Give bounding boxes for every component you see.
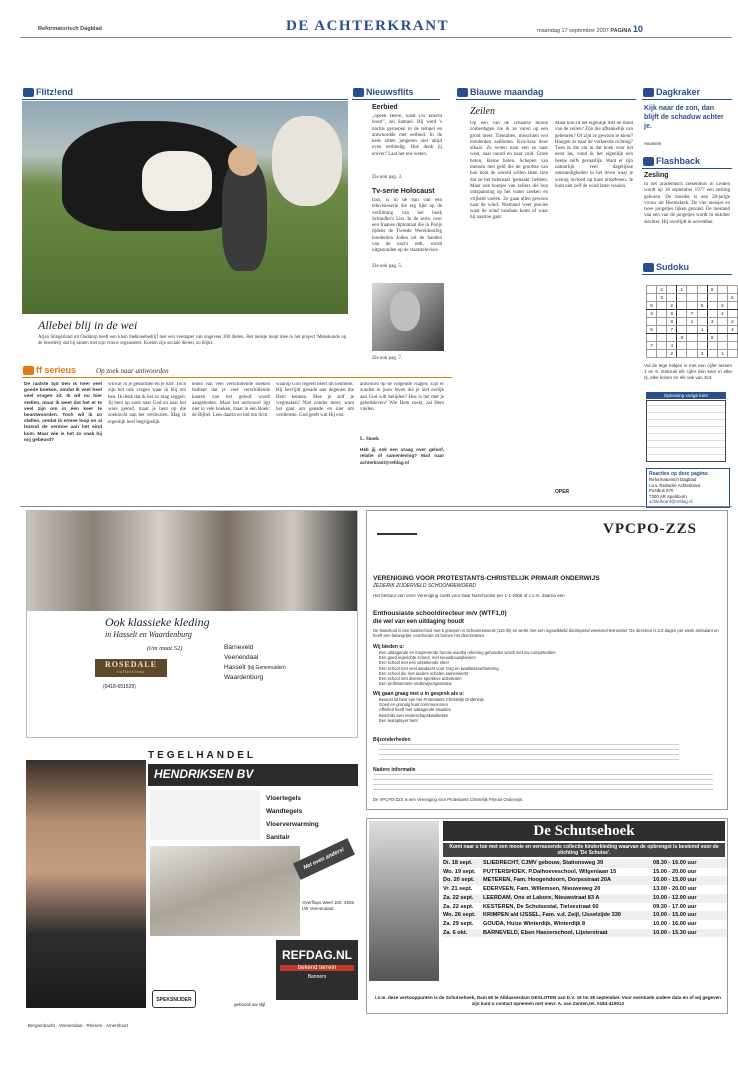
dagkraker-header: Dagkraker <box>642 87 732 98</box>
serieus-footer: Heb jij ook een vraag over geloof, relatie of samenleving? Mail naar achterkrant@refdag.nl <box>360 447 444 465</box>
sudoku-cell[interactable] <box>657 342 667 350</box>
sudoku-cell[interactable] <box>677 350 687 358</box>
schedule-place: EDERVEEN, Fam. Willemsen, Nieuweweg 20 <box>483 886 601 893</box>
nieuwsflits-item1-text: „Speek Heere, want Uw knecht hoort”, zei Samuel. Hij werd 's nachts geroepen in de tempel en antwoordde met eerbied. In de kerk zitten jongeren niet altijd even eerbiedig. Hoe denk jij erover? Laat het ons weten. <box>372 114 442 157</box>
schedule-place: KRIMPEN a/d IJSSEL, Fam. v.d. Zeijl, IJsselzijde 330 <box>483 912 621 919</box>
flitzend-header: Flitz!end <box>22 87 348 98</box>
sudoku-cell[interactable]: 3 <box>707 318 717 326</box>
sudoku-cell[interactable] <box>677 294 687 302</box>
sudoku-cell[interactable] <box>727 350 737 358</box>
schedule-place: PUTTERSHOEK, P.Dalhoeveschool, Wilgenlaan 15 <box>483 868 617 875</box>
serieus-col4: waarop God regeert heeft dit kenmerk: Hij bevrijdt genade aan degenen die Hem kennen. Mee je zelf je wegmaken? Niet zonder meer, want het gaat om genade en niet om verdienste. God geeft wat Hij eist. <box>276 382 354 419</box>
sudoku-cell[interactable] <box>697 310 707 318</box>
vpcpo-bijzonderheden: Bijzonderheden <box>373 737 411 743</box>
sudoku-cell[interactable] <box>727 310 737 318</box>
schedule-time: 10.00 - 16.00 uur <box>653 920 697 927</box>
blauwe-maandag-col1: Op een van de schaarse mooie zomerdagen zie ik ze varen op een groot meer. Tientallen, misschien wel honderden zeilboten. Kris-kras door elkaar. Ze weten naar een ze naar west, naar noord en naar zuid. Grote boten, kleine boten. Schepen van mensen met geld die de grootste van hun boot de wereld willen laten zien dat ze het helemaal 'gemaakt' hebben. Maar ook bootjes van zeilers die hun ontspanning op het water zoeken en vrijheid voelen. Ze gaan allen gewoon naar de wind. Niemand weet precies waar de wind vandaan komt of waar hij naartoe gaat. <box>470 121 548 221</box>
tegelhandel-sticker: Net even anders! <box>293 838 355 880</box>
flashback-title: Zesling <box>644 172 669 179</box>
sudoku-cell[interactable] <box>727 342 737 350</box>
schedule-time: 10.00 - 12.00 uur <box>653 894 697 901</box>
sudoku-cell[interactable] <box>647 334 657 342</box>
flashback-header: Flashback <box>642 156 732 167</box>
sudoku-cell[interactable] <box>727 302 737 310</box>
vpcpo-logo: VPCPO-ZZS <box>603 521 698 537</box>
schedule-day: Wo. 19 sept. <box>443 868 476 875</box>
reacties-title: Reacties op deze pagina: <box>649 471 709 477</box>
cows-photo <box>22 101 348 314</box>
schedule-day: Vr. 21 sept. <box>443 886 473 893</box>
vpcpo-body: De Naschool is een basisschool met 5 groepen in Schoonrewoerd (115 lln) en werkt met een ingewikkeld doorlopend weekend-lesrooster. De directeur is 2,8 dagen per week ambulant en heeft een belangrijke coachende rol binnen het directieteam. <box>373 628 719 638</box>
sudoku-cell[interactable] <box>717 294 727 302</box>
sudoku-cell[interactable]: 2 <box>667 350 677 358</box>
schedule-place: SLIEDRECHT, CJMV gebouw, Stationsweg 39 <box>483 860 604 866</box>
girl-head <box>228 146 258 176</box>
sudoku-cell[interactable] <box>657 310 667 318</box>
ad-tegelhandel[interactable] <box>26 750 358 1020</box>
sudoku-cell[interactable]: 7 <box>647 342 657 350</box>
sudoku-cell[interactable] <box>717 326 727 334</box>
sudoku-cell[interactable] <box>647 318 657 326</box>
sudoku-cell[interactable] <box>677 342 687 350</box>
schedule-row <box>443 903 727 912</box>
schedule-time: 10.00 - 15.30 uur <box>653 929 697 936</box>
sudoku-cell[interactable] <box>697 342 707 350</box>
sudoku-row <box>647 294 738 302</box>
tegelhandel-top: TEGELHANDEL <box>148 750 256 761</box>
sudoku-cell[interactable] <box>717 286 727 294</box>
serieus-header: ff serieus Op zoek naar antwoorden <box>22 365 452 376</box>
sudoku-cell[interactable] <box>697 318 707 326</box>
nieuwsflits-item2-ref: Zie ook pag. 5. <box>372 264 403 269</box>
sudoku-cell[interactable] <box>707 310 717 318</box>
rosedale-phone: (0418-651529) <box>103 684 136 690</box>
schedule-day: Za. 22 sept. <box>443 903 474 910</box>
serieus-rule <box>22 377 452 378</box>
serieus-intro: De laatste tijd ben ik heel veel goede boeken, omdat ik veel heel veel vragen zit. Ik wil nu hier stellen, maar ik weet dat het er te veel zijn om in één keer te beantwoorden. Toch wil ik zo stellen, omdat ik ermee loop en al lezend de vermoe aan het eind kom. Maar wie is het zo vaak bij mij gebeurd? <box>24 382 102 443</box>
sudoku-cell[interactable] <box>717 342 727 350</box>
sudoku-row <box>647 326 738 334</box>
sudoku-cell[interactable] <box>647 286 657 294</box>
sudoku-row <box>647 342 738 350</box>
dagkraker-rule <box>642 99 732 100</box>
sudoku-cell[interactable]: 4 <box>667 342 677 350</box>
sudoku-cell[interactable] <box>667 286 677 294</box>
paper-name: Reformatorisch Dagblad <box>38 26 102 32</box>
schedule-row <box>443 859 727 868</box>
schedule-row <box>443 868 727 877</box>
sudoku-cell[interactable] <box>727 334 737 342</box>
rosedale-headline <box>103 613 263 643</box>
sudoku-cell[interactable]: 1 <box>687 318 697 326</box>
sudoku-cell[interactable]: 1 <box>717 350 727 358</box>
sudoku-cell[interactable]: 7 <box>687 310 697 318</box>
schutsehoek-intro: Komt naar u toe met een mooie en verrassende collectie kinderkleding waarvan de opbrengst is bestemd voor de stichting 'De Schutse'. <box>443 843 725 857</box>
vpcpo-bijzonderheden-text <box>379 744 679 764</box>
schedule-row <box>443 876 727 885</box>
flashback-text: In het academisch ziekenhuis in Leiden wordt op 18 september 1977 een zesling geboren. De moeder is een 28-jarige vrouw uit Heemskerk. De vier meisjes en twee jongetjes lijken gezond. De toestand van een van de jongetjes wordt in oktober slechter. Hij overlijdt in november. <box>644 182 730 225</box>
sudoku-cell[interactable]: 5 <box>647 326 657 334</box>
question-icon <box>23 366 34 375</box>
sudoku-cell[interactable]: 8 <box>707 334 717 342</box>
sudoku-cell[interactable] <box>697 294 707 302</box>
sudoku-cell[interactable] <box>657 350 667 358</box>
schedule-day: Di. 18 sept. <box>443 860 473 866</box>
cow2-shape <box>272 116 342 206</box>
sudoku-solution-label: Oplossing vorige keer <box>646 392 726 399</box>
sudoku-cell[interactable]: 8 <box>647 302 657 310</box>
vpcpo-nadere: Nadere informatie <box>373 767 416 773</box>
schutsehoek-footer: i.s.m. deze verkooppunten is de Schutsehoek, Dam 60 te Alblasserdam GESLOTEN van D.V. 15 tm 28 september. Voor eventuele andere data en of wij gegeven zijn kunt u contact opnemen met mevr. A. van Zanten,tel. 0184-419013 <box>374 995 721 1006</box>
header-date: maandag 17 september 2007 PAGINA 10 <box>537 24 643 34</box>
schedule-time: 15.00 - 20.00 uur <box>653 868 697 875</box>
sudoku-cell[interactable] <box>667 334 677 342</box>
reacties-line: 7300 AR Apeldoorn <box>649 493 687 499</box>
schedule-time: 10.00 - 15.00 uur <box>653 912 697 919</box>
schedule-place: METEREN, Fam. Hoogendoorn, Dorpsstraat 20A <box>483 877 612 884</box>
tile-photo <box>150 846 300 936</box>
sudoku-cell[interactable]: 2 <box>657 286 667 294</box>
sudoku-row <box>647 310 738 318</box>
sudoku-cell[interactable] <box>657 302 667 310</box>
calendar-icon <box>457 88 468 97</box>
tegelhandel-address: Overflaps Weel 100, 3905 LW Veenendaal <box>302 900 354 911</box>
sudoku-cell[interactable] <box>707 294 717 302</box>
sudoku-cell[interactable] <box>717 334 727 342</box>
schedule-row <box>443 920 727 929</box>
schedule-place: GOUDA, Huize Winterdijk, Winterdijk 8 <box>483 920 586 927</box>
speksnijder-logo: SPEKSNIJDER <box>152 990 196 1008</box>
dagkraker-source: Anoniem <box>644 141 662 146</box>
blauwe-maandag-rule <box>456 99 636 100</box>
serieus-col5: antwoord op de volgende vragen: Zijn er zonden in jouw leven die je niet eerlijk aan God wilt belijden? Hoe is het met je gebedsleven? Wie Hem zoekt, zal Hem vinden. <box>360 382 444 413</box>
serieus-author: L. Snoek <box>360 437 379 442</box>
rosedale-places: Barneveld Veenendaal Hasselt (bij Genemuiden) Waardenburg <box>224 644 286 681</box>
blauwe-maandag-title: Zeilen <box>470 106 495 117</box>
tegelhandel-items: Vloertegels Wandtegels Vloerverwarming Sanitair <box>266 795 319 841</box>
nieuwsflits-item1-ref: Zie ook pag. 3. <box>372 175 403 180</box>
vpcpo-closing: De VPCPO-ZZS is een Vereniging voor Protestants Christelijk Primair Onderwijs. <box>373 797 524 802</box>
sudoku-instructions: Vul de lege hokjes in met een cijfer tussen 1 en 9. Gebruik elk cijfer één keer in elke rij, elke kolom en elk vak van 3x3. <box>644 363 732 380</box>
dagkraker-text: Kijk naar de zon, dan blijft de schaduw achter je. <box>644 105 724 130</box>
sudoku-cell[interactable] <box>707 302 717 310</box>
tegelhandel-name: HENDRIKSEN BV <box>148 764 358 786</box>
man-portrait <box>26 760 146 1008</box>
sudoku-cell[interactable]: 4 <box>717 310 727 318</box>
sudoku-cell[interactable] <box>687 326 697 334</box>
nieuwsflits-header: Nieuwsflits <box>352 87 440 98</box>
schedule-row <box>443 911 727 920</box>
sudoku-grid[interactable] <box>646 285 738 358</box>
vpcpo-wij-vragen: Wij gaan graag met u in gesprek als u: <box>373 691 465 697</box>
child-photo <box>369 821 439 981</box>
schedule-day: Za. 22 sept. <box>443 894 474 901</box>
sudoku-row <box>647 286 738 294</box>
sudoku-cell[interactable]: 5 <box>697 302 707 310</box>
nieuwsflits-rule <box>352 99 440 100</box>
schedule-time: 13.00 - 20.00 uur <box>653 886 697 893</box>
quote-icon <box>643 88 654 97</box>
schedule-place: KESTEREN, De Schutsestal, Tielsestraat 60 <box>483 903 599 910</box>
sudoku-cell[interactable] <box>647 350 657 358</box>
rosedale-headline1: Ook klassieke kleding <box>105 615 210 629</box>
reacties-email[interactable]: achterkrant@refdag.nl <box>649 499 693 505</box>
cow-patch <box>142 151 212 211</box>
sudoku-rule <box>642 274 732 275</box>
sudoku-row <box>647 350 738 358</box>
schedule-time: 10.00 - 15.00 uur <box>653 877 697 884</box>
sudoku-cell[interactable] <box>677 326 687 334</box>
nieuwsflits-photo <box>372 283 444 351</box>
bird-icon <box>377 533 417 561</box>
grid-icon <box>643 263 654 272</box>
tegelhandel-text <box>150 790 260 840</box>
sudoku-cell[interactable] <box>697 334 707 342</box>
ad-rosedale[interactable] <box>26 510 358 738</box>
sudoku-cell[interactable]: 1 <box>697 326 707 334</box>
schedule-time: 08.30 - 16.00 uur <box>653 860 697 866</box>
sudoku-cell[interactable]: 1 <box>677 286 687 294</box>
sudoku-cell[interactable]: 2 <box>727 318 737 326</box>
schedule-day: Za. 6 okt. <box>443 929 468 936</box>
sudoku-row <box>647 318 738 326</box>
reacties-line: Postbus 670 <box>649 488 674 494</box>
girl-shape <box>222 161 267 271</box>
vpcpo-wij-items: Een uitdagende en inspirerende functie waarbij rekening gehouden wordt met uw competenties Een goed ingerichte school, met nieuwbouwplannen Een school met een uitstekende sfeer Een school met veel aandacht voor zorg en kwaliteitsverbetering Een school die met andere scholen samenwerkt Een school met diverse sportieve activiteiten Een professionele onderwijsorganisatie <box>379 650 556 687</box>
nieuwsflits-item2-title: Tv-serie Holocaust <box>372 188 435 195</box>
sudoku-cell[interactable]: 2 <box>667 302 677 310</box>
sudoku-row <box>647 334 738 342</box>
sudoku-cell[interactable]: 4 <box>727 326 737 334</box>
schedule-row <box>443 894 727 903</box>
sudoku-cell[interactable] <box>717 318 727 326</box>
sudoku-cell[interactable] <box>687 334 697 342</box>
sudoku-cell[interactable]: 9 <box>667 310 677 318</box>
footer-left: Bergambacht · Veenendaal · Rhenen · Amersfoort <box>28 1023 129 1028</box>
sudoku-solution-grid <box>646 400 726 462</box>
vpcpo-wij-bieden: Wij bieden u: <box>373 644 405 650</box>
blauwe-maandag-header: Blauwe maandag <box>456 87 636 98</box>
blauwe-maandag-author: OPER <box>555 489 570 495</box>
fashion-photo-strip <box>27 511 358 611</box>
sudoku-cell[interactable]: 8 <box>707 286 717 294</box>
schutsehoek-schedule <box>443 859 727 937</box>
reacties-line: Reformatorisch Dagblad <box>649 477 697 482</box>
vpcpo-tagline: die wel van een uitdaging houdt <box>373 619 465 625</box>
news-icon <box>353 88 364 97</box>
vpcpo-intro: Het bestuur van onze Vereniging zoekt voor haar Naschoolse per 1-1-2008 of z.s.m. daarna een <box>373 593 565 598</box>
sudoku-cell[interactable] <box>707 342 717 350</box>
schedule-row <box>443 885 727 894</box>
sudoku-cell[interactable]: 3 <box>647 310 657 318</box>
schedule-day: Za. 29 sept. <box>443 920 474 927</box>
nieuwsflits-item2-text: Iran, is in de ban van een televisieserie die erg lijkt op de verfilming van het boek Schindler's List. In de serie, over een Iraanse diplomaat die in Parijs tijdens de Tweede Wereldoorlog honderden Joden uit de handen van de nazi's redt, wordt uitgezonden op de staatstelevisie. <box>372 198 442 254</box>
schedule-day: Do. 20 sept. <box>443 877 475 884</box>
vpcpo-vragen-items: Bewust lid bent van het Protestants Christelijk Onderwijs Goed en grondig kunt communiceren Affiniteit heeft met uitdagende situaties Beschikt over leiderschapskwaliteiten Een teamplayer bent <box>379 697 484 723</box>
sudoku-cell[interactable] <box>727 286 737 294</box>
sudoku-cell[interactable] <box>687 286 697 294</box>
sudoku-cell[interactable]: 3 <box>657 294 667 302</box>
nieuwsflits-photo-ref: Zie ook pag. 7. <box>372 356 403 361</box>
flitzend-caption-text: Arjan Slingerland uit Ouddorp heeft een klein melkveebedrijf met een veestapel van ongeveer 200 dieren. Het meisje loopt mee in het project 'Menskunde op de boerderij' dat hij samen met zijn vrouw organiseert. Koeien zijn sociale dieren, zo blijkt. <box>38 335 346 346</box>
header-rule <box>20 37 732 38</box>
sudoku-cell[interactable] <box>657 326 667 334</box>
page-title: DE ACHTERKRANT <box>286 18 450 34</box>
nieuwsflits-item1-title: Eerbied <box>372 104 398 111</box>
blauwe-maandag-col2: Maar hoe zit het eigenlijk met de stand van de zeilen? Zijn die afhankelijk van gebeuren? Of zijn ze gewoon te kleur? Hangen ze naar de verkeerde richting? Toen ik die zin in dat boek voor het eerst las, vond ik het eigenlijk een beetje zelfs gevaarlijk. Want er zijn natuurlijk veel dagelijkse omstandigheden in het leven waar je weinig invloed op kunt uitoefenen. Je kunt niet zelf de wind laten waaien. <box>555 121 633 189</box>
schutsehoek-title: De Schutsehoek <box>443 821 725 841</box>
sudoku-cell[interactable]: 8 <box>667 318 677 326</box>
schedule-place: BARNEVELD, Eben Haezerschool, Lijsterstraat <box>483 929 608 936</box>
sudoku-cell[interactable] <box>647 294 657 302</box>
sudoku-cell[interactable]: 7 <box>667 326 677 334</box>
flashback-rule <box>642 168 732 169</box>
sudoku-cell[interactable] <box>677 302 687 310</box>
sudoku-cell[interactable] <box>687 294 697 302</box>
sudoku-cell[interactable] <box>707 350 717 358</box>
flitzend-caption-title: Allebei blij in de wei <box>38 318 138 332</box>
speksnijder-tagline: gehoord uw stijl <box>234 1002 266 1007</box>
reacties-box <box>646 468 730 508</box>
portrait-head <box>390 291 420 331</box>
reacties-line: t.a.v. Redactie Achterkrant <box>649 482 701 488</box>
sudoku-cell[interactable]: 9 <box>677 334 687 342</box>
sudoku-cell[interactable] <box>677 318 687 326</box>
sudoku-cell[interactable]: 6 <box>717 302 727 310</box>
rosedale-headline2: in Hasselt en Waardenburg <box>105 630 192 639</box>
clock-icon <box>643 157 654 166</box>
schedule-row <box>443 929 727 938</box>
sudoku-header: Sudoku <box>642 262 732 273</box>
serieus-col2: witwar in je gedachten en je hart. Toch zijn het ook vragen waar ik blij om ben. Ik denk dat ik het zo mag zeggen: Jij bent op zoek naar God en naar het ware geloof, maar je bent op die zoektocht aan het verdwalen. Mag ik eigenlijk heel begrijpelijk. <box>108 382 186 425</box>
sudoku-cell[interactable] <box>707 326 717 334</box>
sudoku-cell[interactable]: 5 <box>727 294 737 302</box>
vpcpo-nadere-text <box>373 774 713 794</box>
ad-schutsehoek[interactable] <box>366 818 728 1014</box>
sudoku-cell[interactable] <box>697 286 707 294</box>
serieus-col3: lenen van veel verschillende boeken bedient dat je veel verschillende kanten van het geloof wordt aangeboden. Maar het antwoord ligt niet in vele boeken, maar in één Boek: de Bijbel. Lees daarin en bid om licht. <box>192 382 270 419</box>
vpcpo-subtitle: ZEDERIK ZIJDERVELD SCHOONREWOERD <box>373 583 476 589</box>
rosedale-logo: ROSEDALE collections <box>95 659 167 677</box>
flitzend-rule <box>22 99 348 100</box>
sudoku-cell[interactable] <box>677 310 687 318</box>
flash-icon <box>23 88 34 97</box>
sudoku-cell[interactable] <box>657 334 667 342</box>
vpcpo-title: VERENIGING VOOR PROTESTANTS-CHRISTELIJK PRIMAIR ONDERWIJS <box>373 575 600 582</box>
rosedale-headline3: (t/m maat 52) <box>147 645 183 652</box>
ad-vpcpo[interactable] <box>366 510 728 810</box>
sudoku-cell[interactable] <box>657 318 667 326</box>
ads-rule <box>20 506 732 507</box>
vpcpo-vacancy: Enthousiaste schooldirecteur m/v (WTF1,0) <box>373 610 507 617</box>
schedule-day: Wo. 26 sept. <box>443 912 476 919</box>
sudoku-cell[interactable]: 3 <box>697 350 707 358</box>
schedule-time: 09.30 - 17.00 uur <box>653 903 697 910</box>
sudoku-cell[interactable] <box>687 350 697 358</box>
schedule-place: LEERDAM, Ons et Labore, Nieuwstraat 83 A <box>483 894 600 901</box>
sudoku-cell[interactable] <box>687 342 697 350</box>
refdag-banner[interactable]: REFDAG.NL bekend terrein Banners <box>276 940 358 1000</box>
sudoku-cell[interactable] <box>687 302 697 310</box>
sudoku-cell[interactable] <box>667 294 677 302</box>
sudoku-row <box>647 302 738 310</box>
